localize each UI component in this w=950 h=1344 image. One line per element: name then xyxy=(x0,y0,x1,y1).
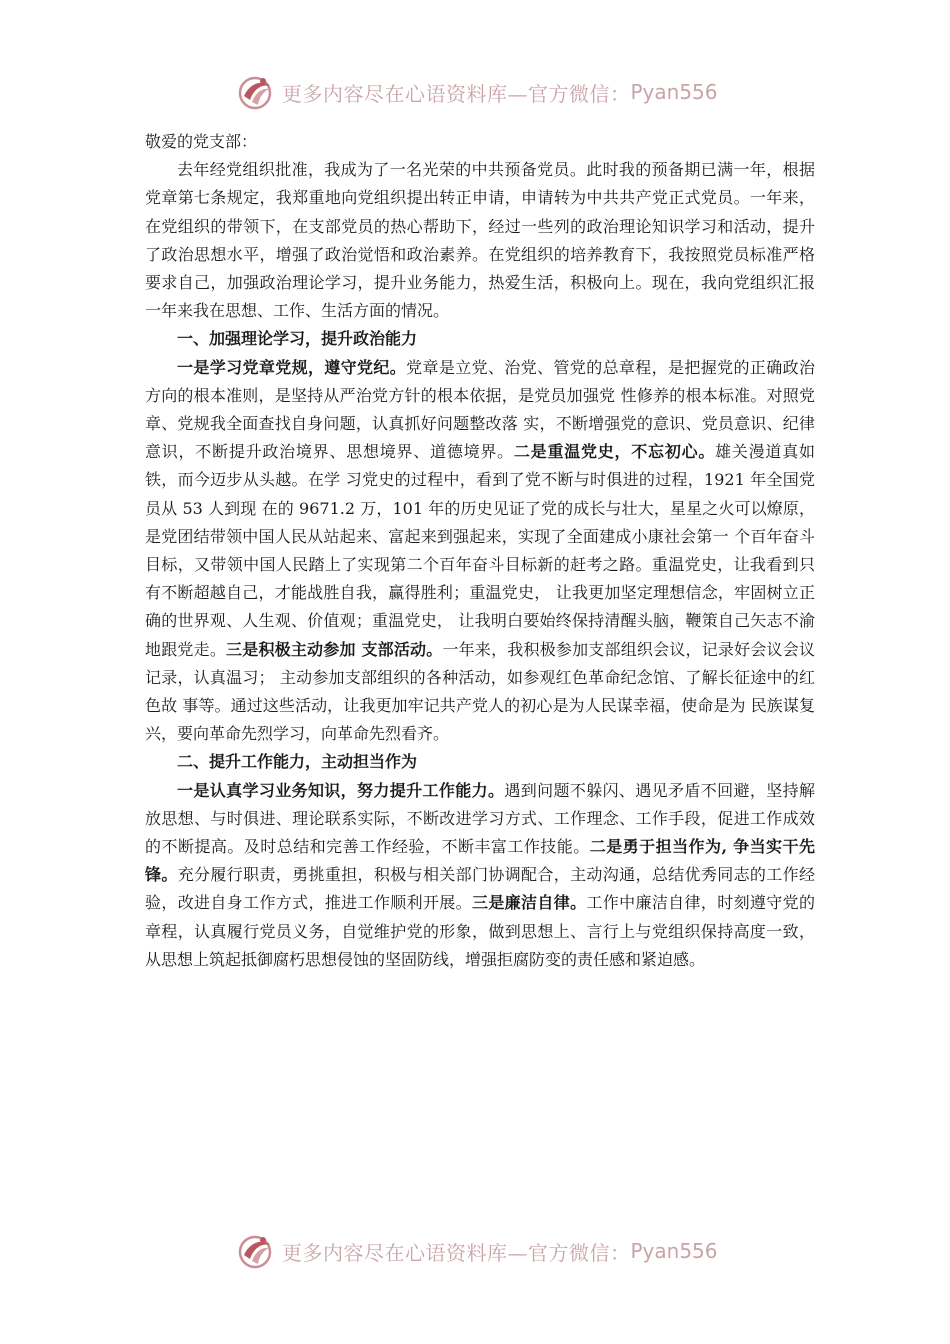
banner-wechat-id: Pyan556 xyxy=(630,80,718,104)
point-1-1-title: 一是学习党章党规，遵守党纪。 xyxy=(177,357,407,377)
letter-body xyxy=(145,128,815,974)
point-1-2-title: 二是重温党史，不忘初心。 xyxy=(513,442,716,462)
point-2-3-title: 三是廉洁自律。 xyxy=(471,893,587,913)
section-1-heading: 一、加强理论学习，提升政治能力 xyxy=(177,329,418,349)
section-2-heading: 二、提升工作能力，主动担当作为 xyxy=(177,752,418,772)
point-2-1-title: 一是认真学习业务知识，努力提升工作能力。 xyxy=(177,780,505,800)
point-1-3-title: 三是积极主动参加 支部活动。 xyxy=(226,639,443,659)
point-2-2-text: 充分履行职责，勇挑重担，积极与相关部门协调配合，主动沟通，总结优秀同志的工作经验，改进自身工作方式，推进工作顺利开展。 xyxy=(145,865,815,913)
point-1-2-text: 雄关漫道真如铁，而今迈步从头越。在学 习党史的过程中，看到了党不断与时俱进的过程，1921 年全国党员从 53 人到现 在的 9671.2 万，101 年的历史见证了党的成长与壮大，星星之火可以燎原，是党团结带领中国人民从站起来、富起来到强起来，实现了全面建成小康社会第一 个百年奋斗目标，又带领中国人民踏上了实现第二个百年奋斗目标新的赶考之路。重温党史，让我看到只有不断超越自己，才能战胜自我，赢得胜利；重温党史， 让我更加坚定理想信念，牢固树立正确的世界观、人生观、价值观；重温党史， 让我明白要始终保持清醒头脑，鞭策自己矢志不渝地跟党走。 xyxy=(145,442,815,659)
point-2-1-text: 遇到问题不躲闪、遇见矛盾不回避，坚持解放思想、与时俱进、理论联系实际，不断改进学习方式、工作理念、工作手段，促进工作成效的不断提高。及时总结和完善工作经验，不断丰富工作技能。 xyxy=(145,780,815,857)
header-banner xyxy=(236,70,718,114)
section-2-body xyxy=(145,777,815,974)
salutation: 敬爱的党支部： xyxy=(145,132,258,151)
banner-text: 更多内容尽在心语资料库—官方微信： xyxy=(282,1240,631,1265)
banner-text: 更多内容尽在心语资料库—官方微信： xyxy=(282,81,631,106)
point-2-2-title: 二是勇于担当作为, 争当实干先锋。 xyxy=(145,837,815,885)
section-1-body xyxy=(145,354,815,749)
swirl-logo-icon xyxy=(236,72,276,112)
footer-banner xyxy=(236,1229,718,1273)
point-2-3-text: 工作中廉洁自律，时刻遵守党的章程，认真履行党员义务，自觉维护党的形象，做到思想上、言行上与党组织保持高度一致， 从思想上筑起抵御腐朽思想侵蚀的坚固防线，增强拒腐防变的责任感和紧迫感。 xyxy=(145,893,815,969)
intro-paragraph: 去年经党组织批准，我成为了一名光荣的中共预备党员。此时我的预备期已满一年，根据党章第七条规定，我郑重地向党组织提出转正申请，申请转为中共共产党正式党员。一年来，在党组织的带领下，在支部党员的热心帮助下，经过一些列的政治理论知识学习和活动，提升了政治思想水平，增强了政治觉悟和政治素养。在党组织的培养教育下，我按照党员标准严格要求自己，加强政治理论学习，提升业务能力，热爱生活，积极向上。现在，我向党组织汇报一年来我在思想、工作、生活方面的情况。 xyxy=(145,160,815,321)
swirl-logo-icon xyxy=(236,1231,276,1271)
banner-wechat-id: Pyan556 xyxy=(630,1239,718,1263)
point-1-3-text: 一年来，我积极参加支部组织会议，记录好会议会议记录，认真温习； 主动参加支部组织的各种活动，如参观红色革命纪念馆、了解长征途中的红色故 事等。通过这些活动，让我更加牢记共产党人的初心是为人民谋幸福，使命是为 民族谋复兴，要向革命先烈学习，向革命先烈看齐。 xyxy=(145,639,815,744)
point-1-1-text: 党章是立党、治党、管党的总章程，是把握党的正确政治方向的根本准则，是坚持从严治党方针的根本依据，是党员加强党 性修养的根本标准。对照党章、党规我全面查找自身问题，认真抓好问题整改落 实，不断增强党的意识、党员意识、纪律意识，不断提升政治境界、思想境界、道德境界。 xyxy=(145,357,815,462)
